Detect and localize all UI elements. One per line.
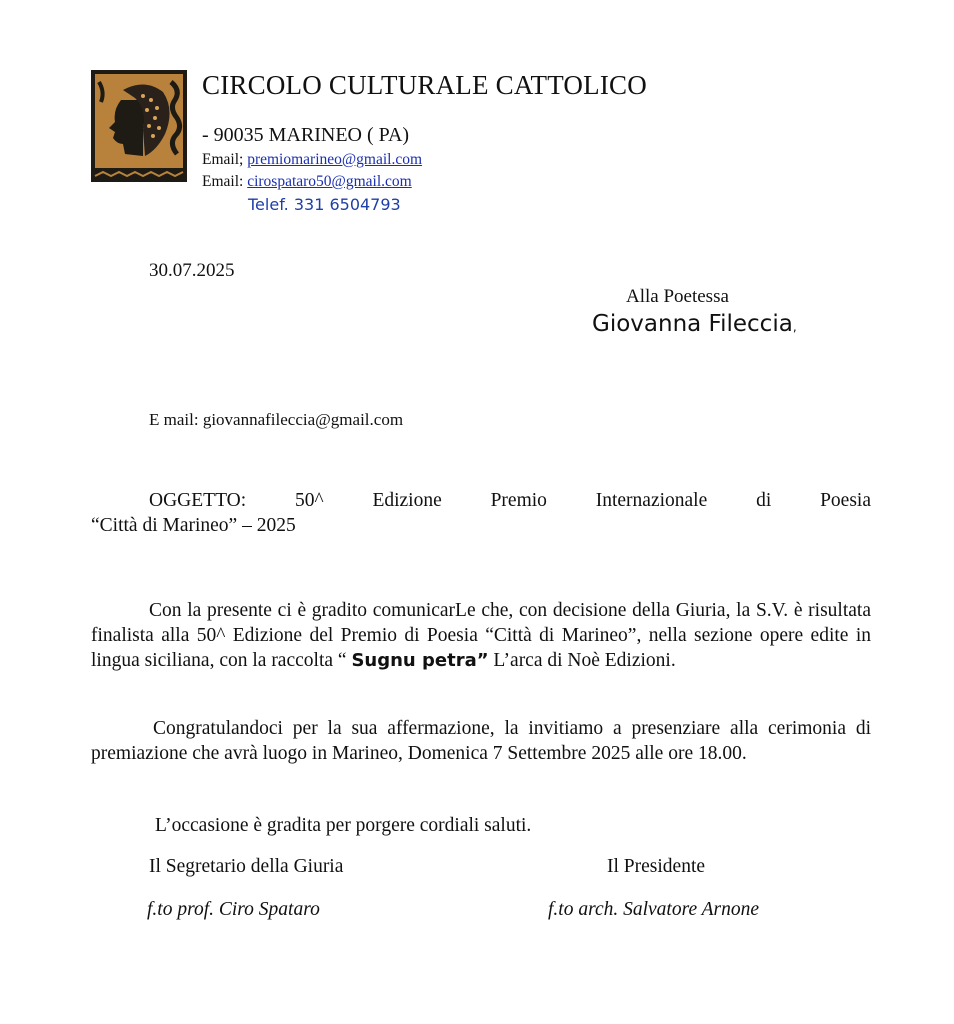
para1-text-b: L’arca di Noè Edizioni. bbox=[488, 650, 676, 671]
email-label: Email: bbox=[202, 173, 244, 190]
email-line-2 bbox=[202, 173, 412, 191]
organization-city: - 90035 MARINEO ( PA) bbox=[202, 124, 410, 146]
president-title: Il Presidente bbox=[607, 856, 706, 877]
secretary-signature: f.to prof. Ciro Spataro bbox=[147, 899, 320, 920]
closing-greeting: L’occasione è gradita per porgere cordiali saluti. bbox=[155, 815, 532, 836]
body-paragraph-2: Congratulandoci per la sua affermazione, la invitiamo a presenziare alla cerimonia di premiazione che avrà luogo in Marineo, Domenica 7 Settembre 2025 alle ore 18.00. bbox=[91, 718, 871, 764]
email-link-spataro[interactable]: cirospataro50@gmail.com bbox=[247, 173, 412, 190]
organization-name: CIRCOLO CULTURALE CATTOLICO bbox=[202, 70, 647, 100]
email-line-1 bbox=[202, 151, 422, 169]
recipient-name-text: Giovanna Fileccia bbox=[592, 311, 793, 337]
email-label: Email; bbox=[202, 151, 244, 168]
phone-number: Telef. 331 6504793 bbox=[248, 195, 401, 214]
email-link-premio[interactable]: premiomarineo@gmail.com bbox=[247, 151, 423, 168]
president-signature: f.to arch. Salvatore Arnone bbox=[548, 899, 760, 920]
subject-line-1: OGGETTO: 50^ Edizione Premio Internazionale di Poesia bbox=[149, 490, 871, 511]
letter-date: 30.07.2025 bbox=[149, 260, 235, 281]
subject-line-2: “Città di Marineo” – 2025 bbox=[91, 515, 296, 536]
recipient-title: Alla Poetessa bbox=[626, 286, 729, 307]
recipient-email: E mail: giovannafileccia@gmail.com bbox=[149, 410, 404, 429]
body-paragraph-1 bbox=[91, 598, 871, 673]
organization-logo bbox=[91, 70, 187, 182]
collection-title: Sugnu petra” bbox=[351, 650, 489, 671]
recipient-name-comma: , bbox=[792, 320, 797, 334]
recipient-name bbox=[592, 311, 797, 337]
secretary-title: Il Segretario della Giuria bbox=[149, 856, 344, 877]
para1-text-a: Con la presente ci è gradito comunicarLe che, con decisione della Giuria, la S.V. è risultata finalista alla 50^ Edizione del Premio di Poesia “Città di Marineo”, nella sezione opere edite in lingua siciliana, con la raccolta “ bbox=[91, 600, 871, 671]
